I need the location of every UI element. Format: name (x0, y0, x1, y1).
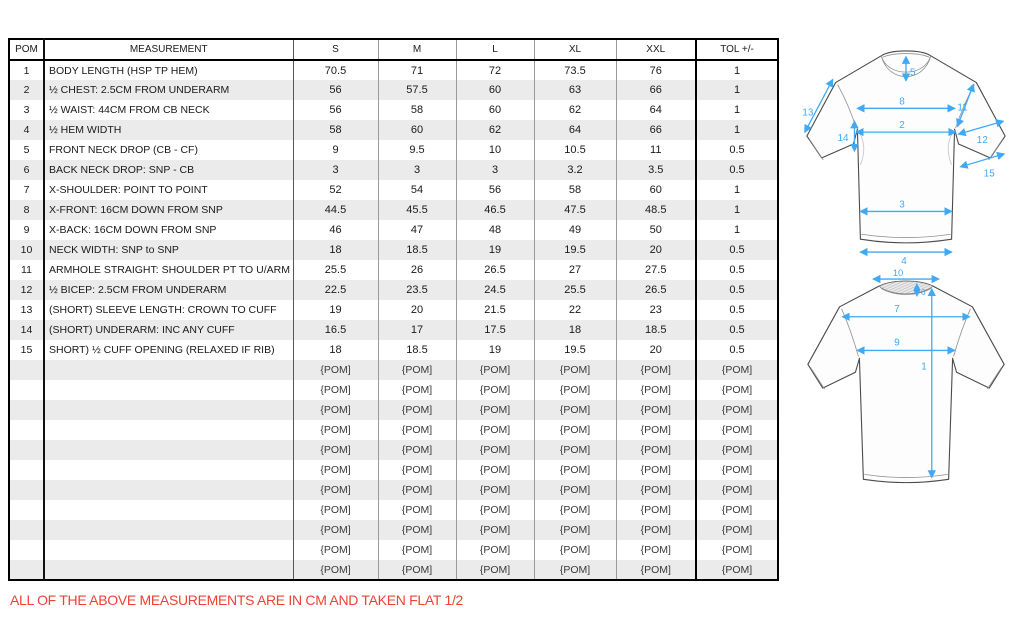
front-label-15: 15 (983, 168, 995, 180)
front-label-12: 12 (976, 135, 988, 147)
cell-xl: {POM] (534, 540, 616, 560)
cell-l: 3 (456, 160, 534, 180)
cell-tol: {POM] (721, 563, 753, 576)
cell-pom (9, 400, 44, 420)
cell-pom: 12 (9, 280, 44, 300)
table-row (9, 80, 778, 100)
column-header: MEASUREMENT (44, 39, 293, 60)
column-header: XXL (616, 39, 696, 60)
cell-tol: 0.5 (729, 144, 745, 156)
back-label-9: 9 (894, 337, 900, 349)
cell-m: 9.5 (378, 140, 456, 160)
cell-tol: {POM] (721, 524, 753, 536)
table-row (9, 300, 778, 320)
cell-tol: 0.5 (729, 304, 745, 316)
cell-s: {POM] (293, 440, 378, 460)
cell-m: {POM] (378, 480, 456, 500)
column-header: M (378, 39, 456, 60)
front-label-5: 5 (909, 67, 916, 79)
cell-s: {POM] (293, 360, 378, 380)
placeholder-row (9, 380, 778, 400)
cell-m: {POM] (378, 500, 456, 520)
cell-s: {POM] (293, 400, 378, 420)
cell-l: {POM] (456, 360, 534, 380)
cell-m: 20 (378, 300, 456, 320)
table-row (9, 320, 778, 340)
cell-l: {POM] (456, 460, 534, 480)
cell-measurement: ½ HEM WIDTH (44, 120, 293, 140)
cell-xxl: {POM] (616, 400, 696, 420)
cell-measurement (44, 400, 293, 420)
cell-xl: 19.5 (534, 240, 616, 260)
cell-l: {POM] (456, 540, 534, 560)
cell-xl: {POM] (534, 480, 616, 500)
cell-s: 46 (293, 220, 378, 240)
cell-measurement (44, 500, 293, 520)
cell-pom: 10 (9, 240, 44, 260)
cell-m: {POM] (378, 560, 456, 580)
cell-pom: 3 (9, 100, 44, 120)
cell-xl: 49 (534, 220, 616, 240)
cell-tol: 1 (733, 184, 741, 196)
cell-l: {POM] (456, 520, 534, 540)
front-label-11: 11 (957, 102, 968, 114)
cell-xl: 22 (534, 300, 616, 320)
cell-xl: {POM] (534, 440, 616, 460)
cell-xl: 25.5 (534, 280, 616, 300)
cell-pom (9, 560, 44, 580)
cell-tol: 0.5 (729, 344, 745, 356)
cell-tol: 0.5 (729, 164, 745, 176)
cell-s: {POM] (293, 540, 378, 560)
table-row (9, 220, 778, 240)
table-row (9, 260, 778, 280)
cell-pom (9, 540, 44, 560)
placeholder-row (9, 420, 778, 440)
cell-pom (9, 460, 44, 480)
cell-s: {POM] (293, 460, 378, 480)
cell-measurement: X-FRONT: 16CM DOWN FROM SNP (44, 200, 293, 220)
cell-m: 3 (378, 160, 456, 180)
back-label-1: 1 (921, 361, 927, 373)
cell-pom (9, 380, 44, 400)
cell-s: {POM] (293, 420, 378, 440)
cell-tol: 0.5 (729, 324, 745, 336)
cell-measurement: ½ CHEST: 2.5CM FROM UNDERARM (44, 80, 293, 100)
cell-m: {POM] (378, 360, 456, 380)
cell-tol: 1 (733, 124, 741, 136)
front-label-14: 14 (837, 133, 849, 145)
cell-s: 22.5 (293, 280, 378, 300)
front-label-13: 13 (802, 107, 814, 119)
cuff-opening-arrow (961, 154, 1005, 167)
cell-xxl: {POM] (616, 360, 696, 380)
placeholder-row (9, 360, 778, 380)
cell-xxl: 64 (616, 100, 696, 120)
table-row (9, 200, 778, 220)
cell-s: 16.5 (293, 320, 378, 340)
cell-xxl: {POM] (616, 480, 696, 500)
cell-m: 18.5 (378, 340, 456, 360)
cell-s: {POM] (293, 520, 378, 540)
cell-tol: 1 (733, 84, 741, 96)
cell-xxl: 66 (616, 120, 696, 140)
cell-xl: {POM] (534, 400, 616, 420)
cell-tol: 0.5 (729, 284, 745, 296)
cell-pom: 5 (9, 140, 44, 160)
cell-pom (9, 440, 44, 460)
cell-s: {POM] (293, 380, 378, 400)
cell-tol: {POM] (721, 404, 753, 416)
table-row (9, 60, 778, 80)
cell-measurement: FRONT NECK DROP (CB - CF) (44, 140, 293, 160)
front-label-4: 4 (901, 255, 907, 267)
cell-xxl: 18.5 (616, 320, 696, 340)
cell-xxl: {POM] (616, 460, 696, 480)
cell-xl: {POM] (534, 460, 616, 480)
cell-s: 44.5 (293, 200, 378, 220)
cell-l: {POM] (456, 420, 534, 440)
cell-measurement: ½ BICEP: 2.5CM FROM UNDERARM (44, 280, 293, 300)
cell-pom: 2 (9, 80, 44, 100)
cell-l: 56 (456, 180, 534, 200)
cell-xxl: {POM] (616, 420, 696, 440)
cell-measurement: BACK NECK DROP: SNP - CB (44, 160, 293, 180)
table-row (9, 280, 778, 300)
cell-xl: 19.5 (534, 340, 616, 360)
cell-measurement: (SHORT) SLEEVE LENGTH: CROWN TO CUFF (44, 300, 293, 320)
cell-m: 18.5 (378, 240, 456, 260)
cell-measurement (44, 380, 293, 400)
cell-l: 19 (456, 340, 534, 360)
cell-l: {POM] (456, 380, 534, 400)
cell-xl: 58 (534, 180, 616, 200)
cell-xxl: {POM] (616, 380, 696, 400)
cell-l: 62 (456, 120, 534, 140)
cell-tol: 1 (733, 204, 741, 216)
cell-tol: {POM] (721, 464, 753, 476)
cell-xxl: 20 (616, 340, 696, 360)
cell-s: 18 (293, 340, 378, 360)
cell-pom: 4 (9, 120, 44, 140)
cell-xxl: 50 (616, 220, 696, 240)
placeholder-row (9, 520, 778, 540)
cell-l: 21.5 (456, 300, 534, 320)
cell-xxl: {POM] (616, 560, 696, 580)
cell-l: 48 (456, 220, 534, 240)
cell-pom: 9 (9, 220, 44, 240)
cell-l: 46.5 (456, 200, 534, 220)
cell-xl: {POM] (534, 420, 616, 440)
cell-xxl: 76 (616, 60, 696, 80)
cell-l: 60 (456, 80, 534, 100)
cell-pom: 15 (9, 340, 44, 360)
cell-tol: 1 (733, 64, 741, 77)
table-header-row (9, 39, 778, 60)
placeholder-row (9, 440, 778, 460)
cell-s: {POM] (293, 480, 378, 500)
table-row (9, 180, 778, 200)
cell-xxl: {POM] (616, 520, 696, 540)
cell-m: {POM] (378, 440, 456, 460)
cell-xl: 3.2 (534, 160, 616, 180)
cell-xxl: {POM] (616, 500, 696, 520)
cell-m: {POM] (378, 380, 456, 400)
cell-l: {POM] (456, 500, 534, 520)
cell-m: 47 (378, 220, 456, 240)
cell-tol: {POM] (721, 424, 753, 436)
cell-m: 26 (378, 260, 456, 280)
cell-xl: {POM] (534, 520, 616, 540)
cell-m: 23.5 (378, 280, 456, 300)
cell-s: 58 (293, 120, 378, 140)
cell-m: 45.5 (378, 200, 456, 220)
cell-l: {POM] (456, 480, 534, 500)
tshirt-back-outline (808, 281, 1004, 482)
back-label-10: 10 (892, 267, 904, 279)
column-header: L (456, 39, 534, 60)
cell-xxl: 11 (616, 140, 696, 160)
table-row (9, 240, 778, 260)
column-header: S (293, 39, 378, 60)
cell-xxl: 26.5 (616, 280, 696, 300)
cell-measurement: X-BACK: 16CM DOWN FROM SNP (44, 220, 293, 240)
table-row (9, 140, 778, 160)
measurement-table (8, 38, 779, 581)
cell-m: 17 (378, 320, 456, 340)
cell-measurement: ½ WAIST: 44CM FROM CB NECK (44, 100, 293, 120)
placeholder-row (9, 480, 778, 500)
cell-pom: 7 (9, 180, 44, 200)
cell-measurement: SHORT) ½ CUFF OPENING (RELAXED IF RIB) (44, 340, 293, 360)
cell-pom: 13 (9, 300, 44, 320)
cell-pom: 6 (9, 160, 44, 180)
cell-l: 72 (456, 60, 534, 80)
cell-m: {POM] (378, 400, 456, 420)
cell-xl: 47.5 (534, 200, 616, 220)
cell-m: {POM] (378, 520, 456, 540)
cell-tol: 0.5 (729, 264, 745, 276)
cell-s: 18 (293, 240, 378, 260)
table-row (9, 100, 778, 120)
cell-measurement: ARMHOLE STRAIGHT: SHOULDER PT TO U/ARM (44, 260, 293, 280)
measurement-table-body (9, 60, 778, 580)
cell-pom (9, 520, 44, 540)
cell-xl: 64 (534, 120, 616, 140)
cell-pom (9, 500, 44, 520)
column-header: TOL +/- (696, 39, 778, 60)
placeholder-row (9, 500, 778, 520)
cell-measurement (44, 360, 293, 380)
placeholder-row (9, 460, 778, 480)
cell-xxl: 48.5 (616, 200, 696, 220)
cell-s: 70.5 (293, 60, 378, 80)
cell-xl: 62 (534, 100, 616, 120)
cell-s: 56 (293, 80, 378, 100)
cell-pom: 1 (9, 60, 44, 80)
cell-pom: 11 (9, 260, 44, 280)
cell-xl: 18 (534, 320, 616, 340)
cell-measurement (44, 480, 293, 500)
cell-measurement: (SHORT) UNDERARM: INC ANY CUFF (44, 320, 293, 340)
back-label-7: 7 (894, 303, 900, 315)
cell-measurement (44, 560, 293, 580)
back-view-diagram (792, 266, 1020, 532)
cell-m: {POM] (378, 420, 456, 440)
table-row (9, 120, 778, 140)
table-row (9, 340, 778, 360)
cell-xxl: 20 (616, 240, 696, 260)
cell-s: {POM] (293, 500, 378, 520)
cell-xl: {POM] (534, 380, 616, 400)
cell-xl: 73.5 (534, 60, 616, 80)
cell-m: 71 (378, 60, 456, 80)
cell-xl: {POM] (534, 360, 616, 380)
front-view-diagram (792, 22, 1020, 270)
cell-measurement (44, 420, 293, 440)
cell-l: 60 (456, 100, 534, 120)
cell-xl: 10.5 (534, 140, 616, 160)
cell-tol: {POM] (721, 384, 753, 396)
cell-measurement (44, 520, 293, 540)
cell-tol: {POM] (721, 444, 753, 456)
cell-xxl: {POM] (616, 540, 696, 560)
cell-tol: 1 (733, 104, 741, 116)
cell-l: 17.5 (456, 320, 534, 340)
cell-measurement (44, 460, 293, 480)
cell-measurement: X-SHOULDER: POINT TO POINT (44, 180, 293, 200)
column-header: POM (9, 39, 44, 60)
cell-tol: {POM] (721, 484, 753, 496)
cell-m: 54 (378, 180, 456, 200)
cell-pom (9, 420, 44, 440)
cell-m: 58 (378, 100, 456, 120)
cell-s: 9 (293, 140, 378, 160)
cell-tol: {POM] (721, 504, 753, 516)
cell-measurement (44, 440, 293, 460)
cell-tol: {POM] (721, 544, 753, 556)
table-row (9, 160, 778, 180)
cell-pom: 8 (9, 200, 44, 220)
cell-l: 10 (456, 140, 534, 160)
cell-tol: 1 (733, 224, 741, 236)
front-label-8: 8 (899, 96, 905, 108)
placeholder-row (9, 400, 778, 420)
cell-xxl: 23 (616, 300, 696, 320)
cell-measurement (44, 540, 293, 560)
cell-l: 19 (456, 240, 534, 260)
cell-l: {POM] (456, 440, 534, 460)
cell-pom: 14 (9, 320, 44, 340)
cell-l: {POM] (456, 560, 534, 580)
cell-s: {POM] (293, 560, 378, 580)
cell-pom (9, 360, 44, 380)
cell-xl: 63 (534, 80, 616, 100)
cell-xxl: 66 (616, 80, 696, 100)
column-header: XL (534, 39, 616, 60)
cell-s: 56 (293, 100, 378, 120)
placeholder-row (9, 540, 778, 560)
cell-measurement: NECK WIDTH: SNP to SNP (44, 240, 293, 260)
cell-tol: 0.5 (729, 244, 745, 256)
cell-xxl: 60 (616, 180, 696, 200)
cell-m: 57.5 (378, 80, 456, 100)
front-label-2: 2 (899, 120, 905, 132)
cell-xl: 27 (534, 260, 616, 280)
cell-xl: {POM] (534, 500, 616, 520)
cell-s: 3 (293, 160, 378, 180)
cell-l: 26.5 (456, 260, 534, 280)
cell-m: {POM] (378, 460, 456, 480)
cell-l: {POM] (456, 400, 534, 420)
cell-l: 24.5 (456, 280, 534, 300)
placeholder-row (9, 560, 778, 580)
cell-pom (9, 480, 44, 500)
cell-m: {POM] (378, 540, 456, 560)
cell-tol: {POM] (721, 364, 753, 376)
cell-xxl: 27.5 (616, 260, 696, 280)
units-note: ALL OF THE ABOVE MEASUREMENTS ARE IN CM AND TAKEN FLAT 1/2 (10, 592, 464, 608)
cell-s: 19 (293, 300, 378, 320)
back-label-6: 6 (920, 286, 926, 297)
cell-xxl: {POM] (616, 440, 696, 460)
cell-s: 25.5 (293, 260, 378, 280)
cell-xxl: 3.5 (616, 160, 696, 180)
cell-m: 60 (378, 120, 456, 140)
cell-xl: {POM] (534, 560, 616, 580)
cell-measurement: BODY LENGTH (HSP TP HEM) (44, 60, 293, 80)
cell-s: 52 (293, 180, 378, 200)
front-label-3: 3 (899, 199, 905, 211)
